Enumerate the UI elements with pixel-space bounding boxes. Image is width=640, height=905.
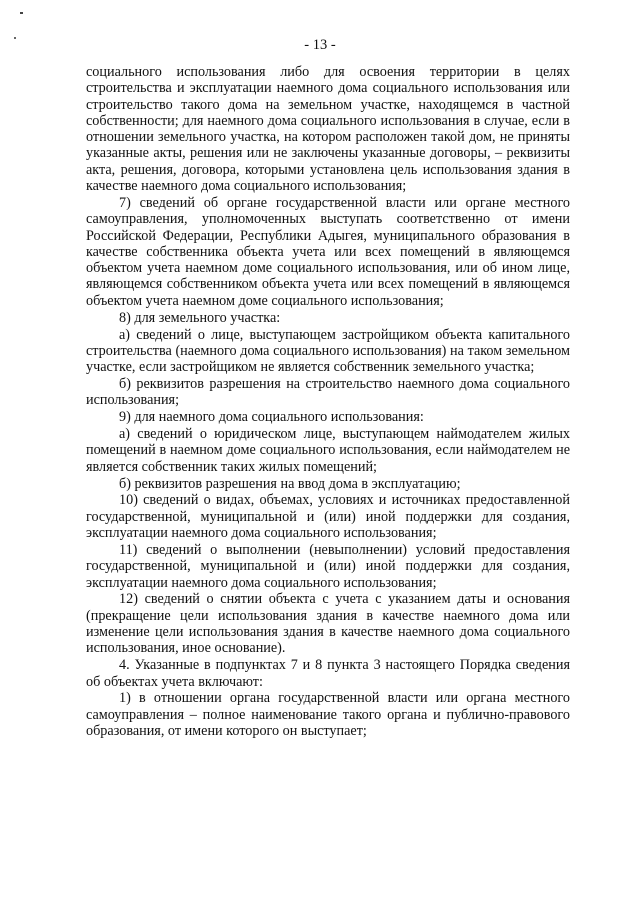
document-body [86,64,570,740]
scan-speck [20,12,23,14]
paragraph: 9) для наемного дома социального использования: [119,409,424,426]
paragraph: а) сведений о юридическом лице, выступающем наймодателем жилых помещений в наемном доме социального использования, если наймодателем не является собственник таких жилых помещений; [86,426,570,475]
paragraph: б) реквизитов разрешения на строительство наемного дома социального использования; [86,376,570,409]
paragraph: социального использования либо для освоения территории в целях строительства и эксплуатации наемного дома социального использования или строительство такого дома на земельном участке, находящемся в частной собственности; для наемного дома социального использования в случае, если в отношении земельного участка, на котором расположен такой дом, не приняты указанные акты, решения или не заключены указанные договоры, – реквизиты акта, решения, договора, которыми установлена цель использования здания в качестве наемного дома социального использования; [86,64,570,195]
page-number: - 13 - [304,37,336,53]
paragraph: 10) сведений о видах, объемах, условиях и источниках предоставленной государственной, муниципальной и (или) иной поддержки для создания, эксплуатации наемного дома социального использования; [86,492,570,542]
paragraph: б) реквизитов разрешения на ввод дома в эксплуатацию; [119,475,461,492]
paragraph: 4. Указанные в подпунктах 7 и 8 пункта 3 настоящего Порядка сведения об объектах учета включают: [86,657,570,690]
paragraph: 7) сведений об органе государственной власти или органе местного самоуправления, уполномоченных выступать соответственно от имени Российской Федерации, Республики Адыгея, муниципального образования в качестве собственника объекта учета или всех помещений в являющемся объектом учета наемном доме социального использования, или об ином лице, являющемся собственником объекта учета или всех помещений в являющемся объектом учета наемном доме социального использования; [86,194,570,309]
paragraph: 12) сведений о снятии объекта с учета с указанием даты и основания (прекращение цели использования здания в качестве наемного дома или изменение цели использования здания в качестве наемного дома социального использования, иное основание). [86,591,570,657]
paragraph: 8) для земельного участка: [119,309,281,326]
paragraph: 1) в отношении органа государственной власти или органа местного самоуправления – полное наименование такого органа и публично-правового образования, от имени которого он выступает; [86,690,570,739]
paragraph: а) сведений о лице, выступающем застройщиком объекта капитального строительства (наемного дома социального использования) на таком земельном участке, если застройщиком не является собственник земельного участка; [86,326,570,376]
paragraph: 11) сведений о выполнении (невыполнении) условий предоставления государственной, муниципальной и (или) иной поддержки для создания, эксплуатации наемного дома социального использования; [86,541,570,591]
